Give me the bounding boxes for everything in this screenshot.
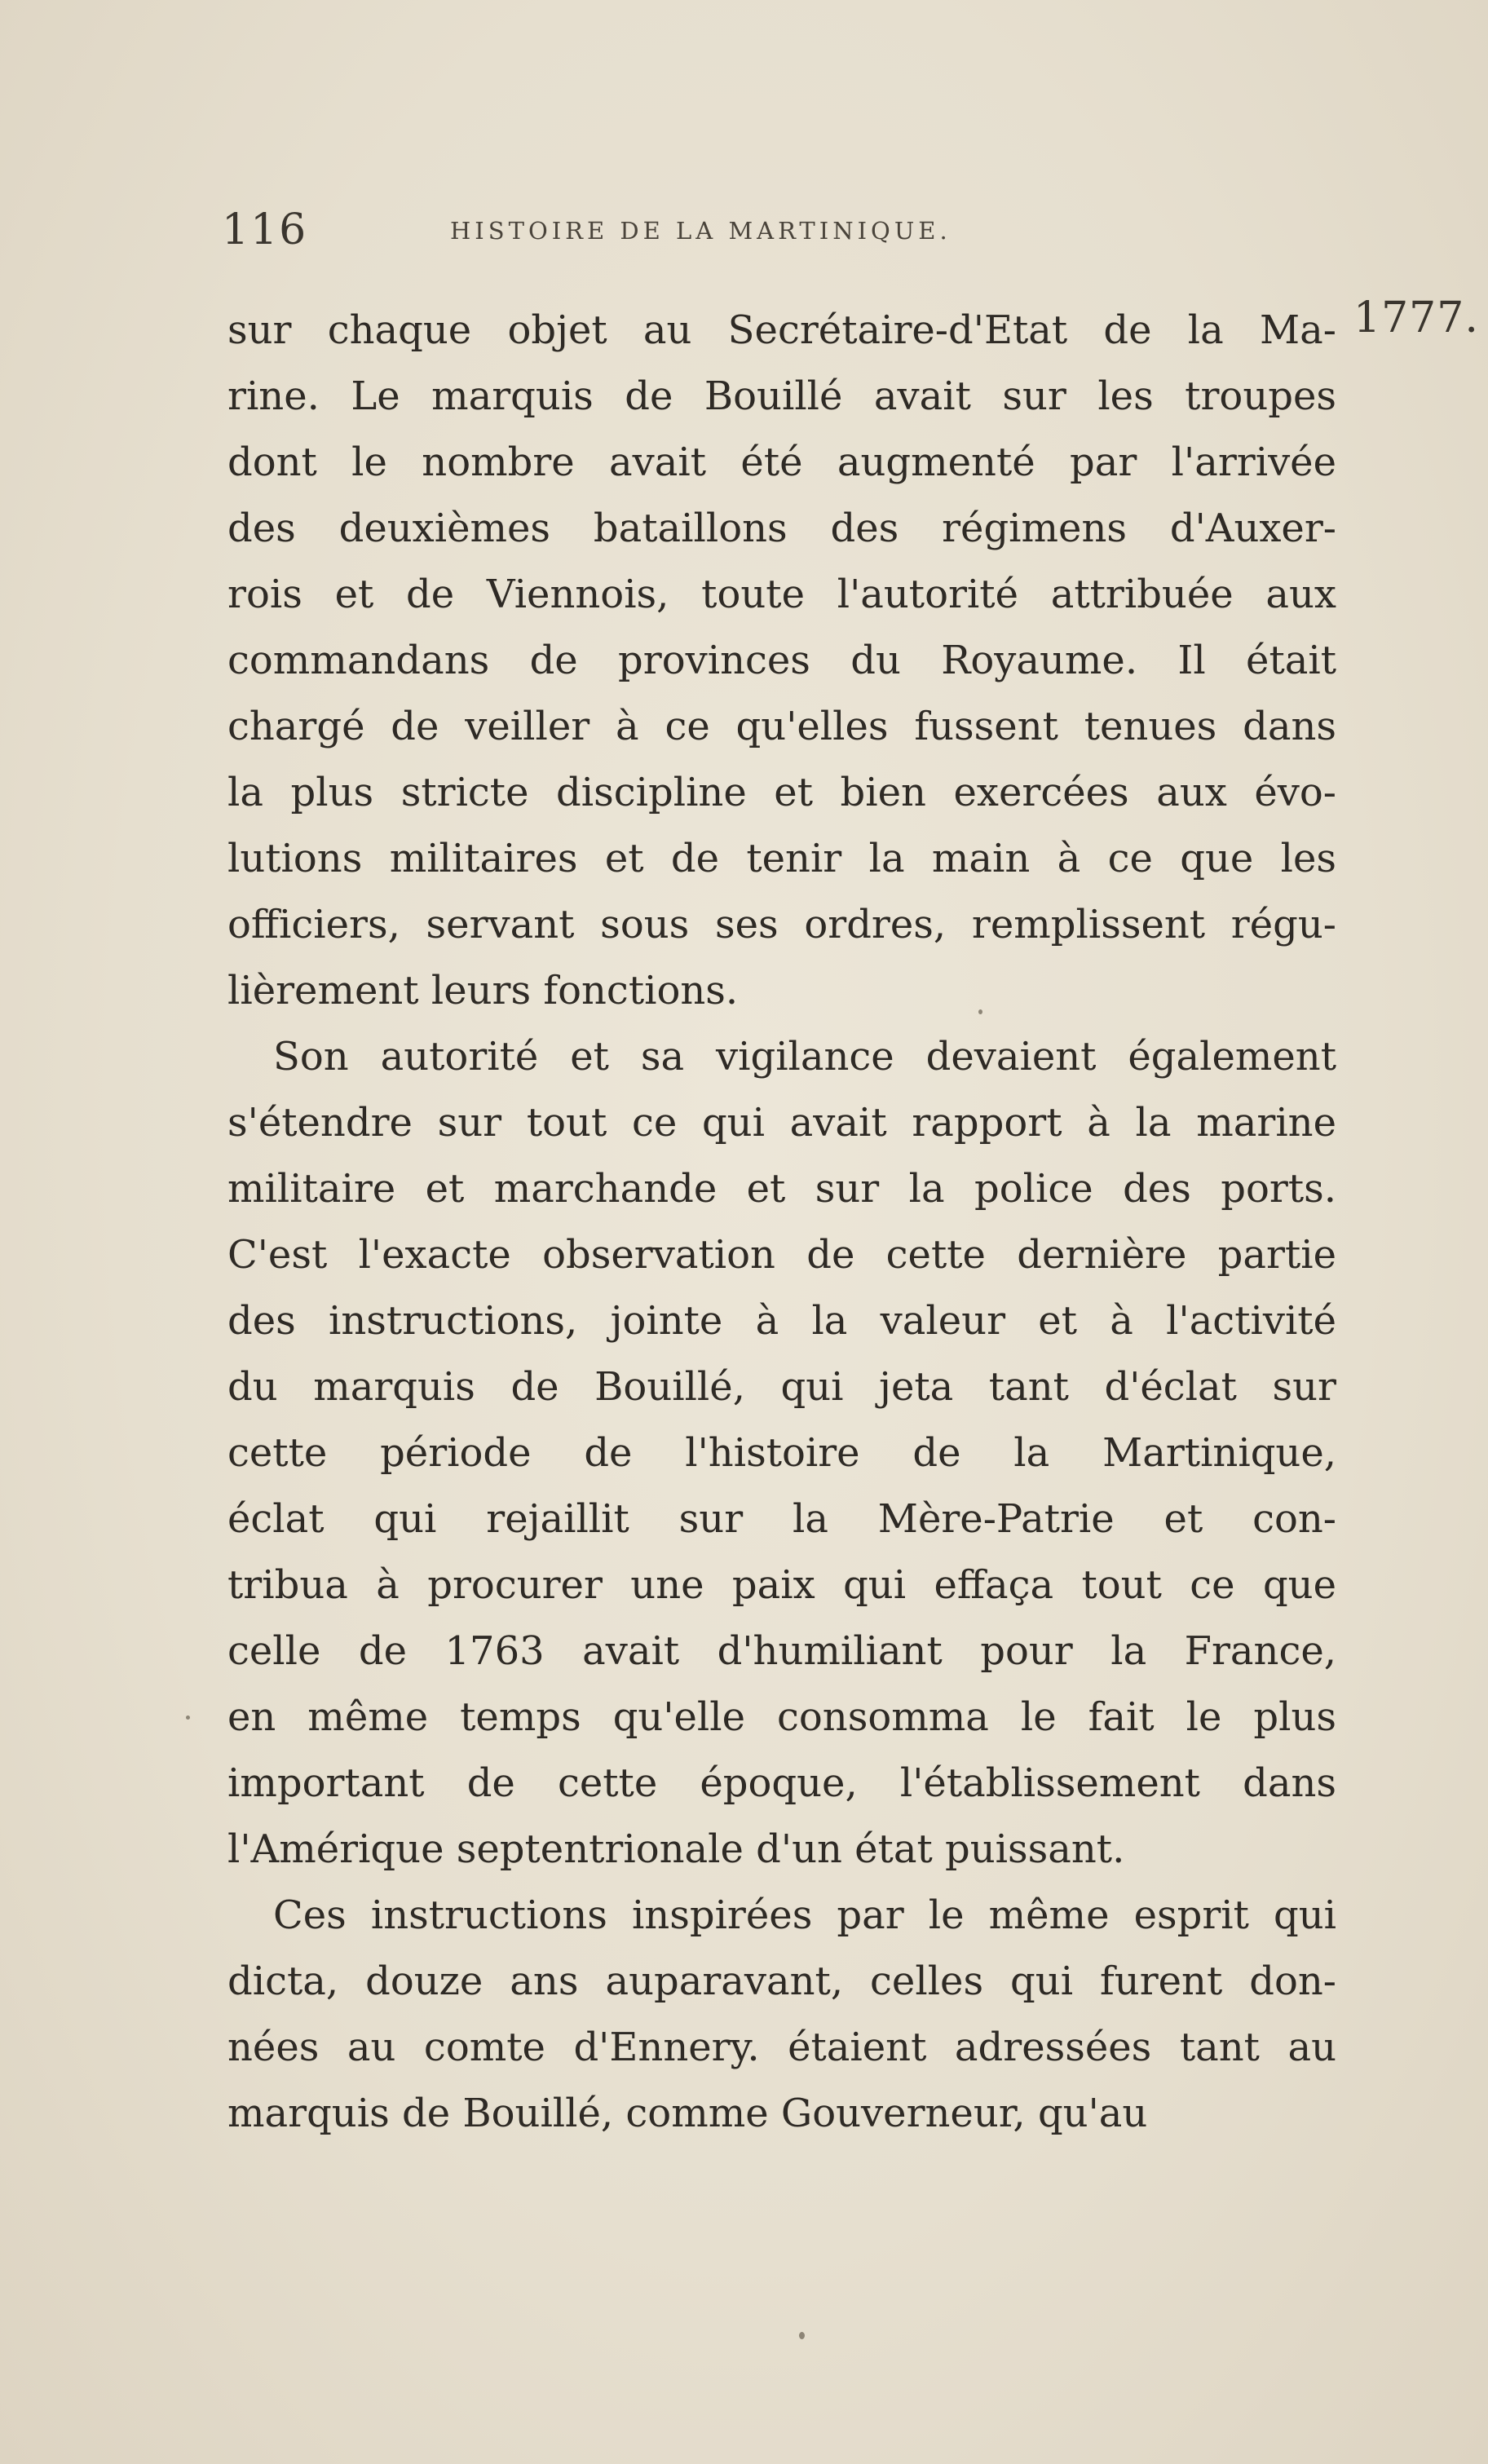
text-line: du marquis de Bouillé, qui jeta tant d'éclat sur [227, 1364, 1336, 1410]
text-line: tribua à procurer une paix qui effaça tout ce que [227, 1562, 1336, 1608]
text-line: rois et de Viennois, toute l'autorité attribuée aux [227, 572, 1336, 617]
text-line: cette période de l'histoire de la Martinique, [227, 1430, 1336, 1476]
text-line: C'est l'exacte observation de cette dernière partie [227, 1232, 1336, 1278]
text-line: militaire et marchande et sur la police des ports. [227, 1166, 1336, 1212]
text-line: Son autorité et sa vigilance devaient également [273, 1034, 1336, 1080]
text-line: important de cette époque, l'établissement dans [227, 1760, 1336, 1806]
text-line: lièrement leurs fonctions. [227, 968, 739, 1013]
text-line: marquis de Bouillé, comme Gouverneur, qu'au [227, 2091, 1148, 2136]
running-title: HISTOIRE DE LA MARTINIQUE. [450, 217, 952, 245]
page-number: 116 [222, 205, 308, 254]
body-text [227, 298, 1336, 2147]
text-line: officiers, servant sous ses ordres, remplissent régu- [227, 902, 1336, 947]
text-line: rine. Le marquis de Bouillé avait sur les troupes [227, 373, 1336, 419]
text-line: nées au comte d'Ennery. étaient adressées tant au [227, 2025, 1336, 2070]
page-header [222, 205, 1331, 263]
text-line: s'étendre sur tout ce qui avait rapport à la marine [227, 1100, 1336, 1146]
text-line: des deuxièmes bataillons des régimens d'Auxer- [227, 506, 1336, 551]
text-line: dont le nombre avait été augmenté par l'arrivée [227, 439, 1336, 485]
paper-speck [978, 1009, 982, 1014]
text-line: chargé de veiller à ce qu'elles fussent tenues dans [227, 704, 1336, 749]
margin-year-note: 1777. [1353, 294, 1479, 342]
text-line: dicta, douze ans auparavant, celles qui furent don- [227, 1958, 1336, 2004]
text-line: la plus stricte discipline et bien exercées aux évo- [227, 770, 1336, 815]
text-line: éclat qui rejaillit sur la Mère-Patrie et con- [227, 1496, 1336, 1542]
paper-speck [186, 1716, 190, 1720]
text-line: en même temps qu'elle consomma le fait le plus [227, 1694, 1336, 1740]
text-line: l'Amérique septentrionale d'un état puissant. [227, 1826, 1125, 1872]
text-line: lutions militaires et de tenir la main à ce que les [227, 836, 1336, 881]
text-line: commandans de provinces du Royaume. Il était [227, 638, 1336, 683]
text-line: celle de 1763 avait d'humiliant pour la France, [227, 1628, 1336, 1674]
text-line: sur chaque objet au Secrétaire-d'Etat de la Ma- [227, 307, 1336, 353]
text-line: des instructions, jointe à la valeur et à l'activité [227, 1298, 1336, 1344]
paper-speck [799, 2332, 805, 2339]
text-line: Ces instructions inspirées par le même esprit qui [273, 1892, 1336, 1938]
